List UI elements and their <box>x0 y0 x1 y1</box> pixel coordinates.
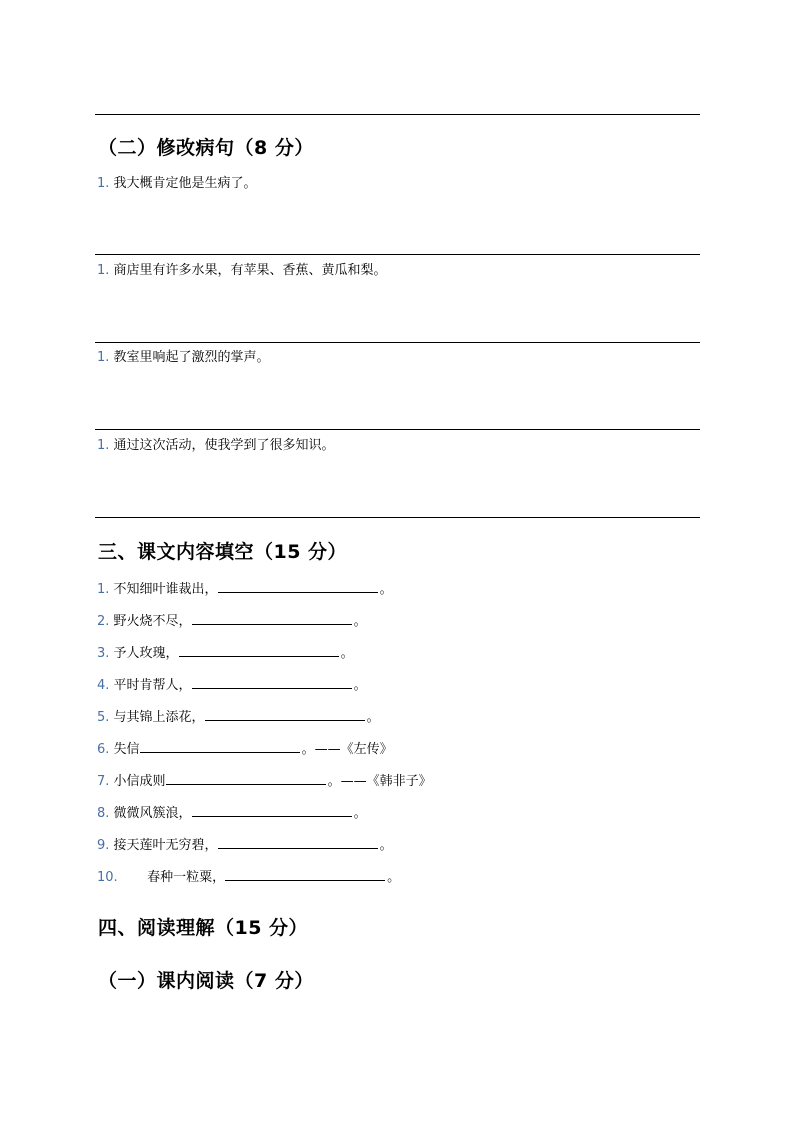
fill-item-5 <box>97 708 380 727</box>
item-number: 8. <box>97 806 110 821</box>
answer-line-2[interactable] <box>95 342 700 343</box>
answer-line-4[interactable] <box>95 517 700 518</box>
item-prompt: 予人玫瑰， <box>113 646 179 661</box>
item-number: 1. <box>97 176 110 191</box>
item-suffix: 。 <box>340 646 354 661</box>
fill-blank[interactable] <box>179 644 339 657</box>
fill-blank[interactable] <box>166 772 326 785</box>
section-title-reading: 四、阅读理解（15 分） <box>98 917 309 939</box>
revise-item-4 <box>97 437 335 455</box>
fill-item-3 <box>97 644 354 663</box>
item-text: 通过这次活动，使我学到了很多知识。 <box>113 438 335 453</box>
item-prompt: 接天莲叶无穷碧， <box>113 838 218 853</box>
fill-blank[interactable] <box>225 868 385 881</box>
item-suffix: 。 <box>366 710 380 725</box>
item-number: 9. <box>97 838 110 853</box>
subsection-title-in-class-reading: （一）课内阅读（7 分） <box>98 970 314 992</box>
item-suffix: 。 <box>353 806 367 821</box>
fill-item-7 <box>97 772 432 791</box>
item-prompt: 平时肯帮人， <box>113 678 192 693</box>
item-prompt: 与其锦上添花， <box>113 710 205 725</box>
item-number: 1. <box>97 582 110 597</box>
revise-item-3 <box>97 349 270 367</box>
item-prompt: 微微风簇浪， <box>113 806 192 821</box>
item-number: 1. <box>97 350 110 365</box>
fill-blank[interactable] <box>205 708 365 721</box>
item-suffix: 。 <box>379 582 393 597</box>
revise-item-1 <box>97 175 257 193</box>
fill-blank[interactable] <box>192 612 352 625</box>
item-suffix: 。 <box>379 838 393 853</box>
fill-item-10 <box>97 868 400 887</box>
item-number: 1. <box>97 438 110 453</box>
item-suffix: 。 <box>353 678 367 693</box>
item-prompt: 春种一粒粟， <box>147 870 226 885</box>
fill-item-2 <box>97 612 367 631</box>
item-number: 3. <box>97 646 110 661</box>
item-suffix: 。——《韩非子》 <box>327 774 432 789</box>
item-number: 2. <box>97 614 110 629</box>
item-number: 4. <box>97 678 110 693</box>
fill-item-6 <box>97 740 393 759</box>
answer-line-3[interactable] <box>95 429 700 430</box>
item-prompt: 小信成则 <box>113 774 166 789</box>
fill-blank[interactable] <box>140 740 300 753</box>
item-suffix: 。——《左传》 <box>301 742 393 757</box>
section-title-fill-blanks: 三、课文内容填空（15 分） <box>98 541 348 563</box>
item-prompt: 失信 <box>113 742 140 757</box>
fill-blank[interactable] <box>192 676 352 689</box>
item-text: 商店里有许多水果，有苹果、香蕉、黄瓜和梨。 <box>113 263 387 278</box>
item-number: 5. <box>97 710 110 725</box>
section-title-revise-sentences: （二）修改病句（8 分） <box>98 137 314 159</box>
item-prompt: 野火烧不尽， <box>113 614 192 629</box>
item-number: 10. <box>97 870 118 885</box>
fill-item-1 <box>97 580 393 599</box>
item-suffix: 。 <box>353 614 367 629</box>
item-prompt: 不知细叶谁裁出， <box>113 582 218 597</box>
fill-item-8 <box>97 804 367 823</box>
item-number: 1. <box>97 263 110 278</box>
divider-line <box>95 114 700 115</box>
fill-blank[interactable] <box>218 836 378 849</box>
fill-blank[interactable] <box>218 580 378 593</box>
answer-line-1[interactable] <box>95 254 700 255</box>
fill-item-4 <box>97 676 367 695</box>
item-suffix: 。 <box>387 870 401 885</box>
item-number: 7. <box>97 774 110 789</box>
item-text: 教室里响起了激烈的掌声。 <box>113 350 270 365</box>
item-number: 6. <box>97 742 110 757</box>
fill-item-9 <box>97 836 393 855</box>
fill-blank[interactable] <box>192 804 352 817</box>
item-text: 我大概肯定他是生病了。 <box>113 176 257 191</box>
revise-item-2 <box>97 262 387 280</box>
